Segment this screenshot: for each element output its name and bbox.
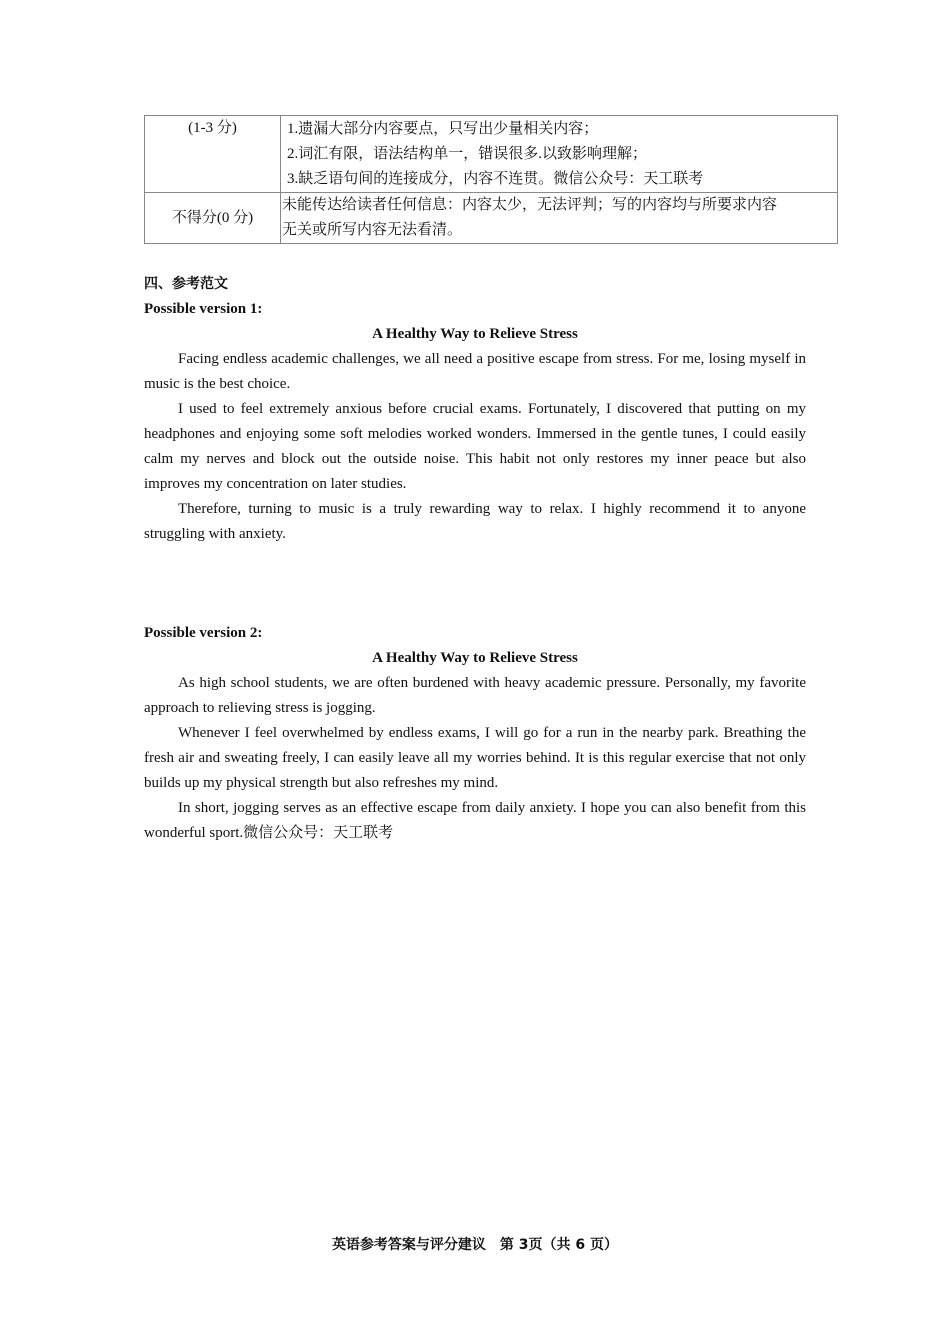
essay-version-1 — [144, 297, 806, 547]
page-footer: 英语参考答案与评分建议 第 3页（共 6 页） — [331, 1237, 619, 1253]
section-heading: 四、参考范文 — [144, 276, 228, 292]
essay-title: A Healthy Way to Relieve Stress — [372, 650, 578, 666]
essay-title: A Healthy Way to Relieve Stress — [372, 326, 578, 342]
essay-paragraph: In short, jogging serves as an effective escape from daily anxiety. I hope you can also benefit from this wonderful sport.微信公众号：天工联考 — [144, 800, 806, 841]
scoring-rubric-table — [144, 115, 838, 244]
essay-paragraph: Therefore, turning to music is a truly rewarding way to relax. I highly recommend it to anyone struggling with anxiety. — [144, 501, 806, 542]
rubric-criterion: 无关或所写内容无法看清。 — [282, 222, 463, 238]
essay-paragraph: As high school students, we are often burdened with heavy academic pressure. Personally, my favorite approach to relieving stress is jogging. — [144, 675, 806, 716]
rubric-description-cell — [281, 116, 838, 193]
rubric-score-cell: 不得分(0 分) — [145, 193, 281, 244]
rubric-criterion: 1.遗漏大部分内容要点，只写出少量相关内容； — [287, 121, 599, 137]
rubric-criterion: 未能传达给读者任何信息：内容太少，无法评判；写的内容均与所要求内容 — [282, 197, 778, 213]
rubric-row-0 — [145, 193, 838, 244]
version-label: Possible version 1: — [144, 301, 263, 317]
sample-essays — [144, 272, 806, 846]
rubric-description-cell — [281, 193, 838, 244]
rubric-criterion: 3.缺乏语句间的连接成分，内容不连贯。微信公众号：天工联考 — [287, 171, 704, 187]
rubric-score-cell: (1-3 分) — [145, 116, 281, 193]
rubric-criterion: 2.词汇有限，语法结构单一，错误很多.以致影响理解； — [287, 146, 648, 162]
essay-version-2 — [144, 621, 806, 846]
version-label: Possible version 2: — [144, 625, 263, 641]
rubric-row-1-3 — [145, 116, 838, 193]
essay-paragraph: Whenever I feel overwhelmed by endless exams, I will go for a run in the nearby park. Breathing the fresh air and sweating freely, I can easily leave all my worries behind. It is this regular exercise that not only builds up my physical strength but also refreshes my mind. — [144, 725, 806, 791]
essay-paragraph: Facing endless academic challenges, we all need a positive escape from stress. For me, losing myself in music is the best choice. — [144, 351, 806, 392]
essay-paragraph: I used to feel extremely anxious before crucial exams. Fortunately, I discovered that putting on my headphones and enjoying some soft melodies worked wonders. Immersed in the gentle tunes, I could easily calm my nerves and block out the outside noise. This habit not only restores my inner peace but also improves my concentration on later studies. — [144, 401, 806, 492]
